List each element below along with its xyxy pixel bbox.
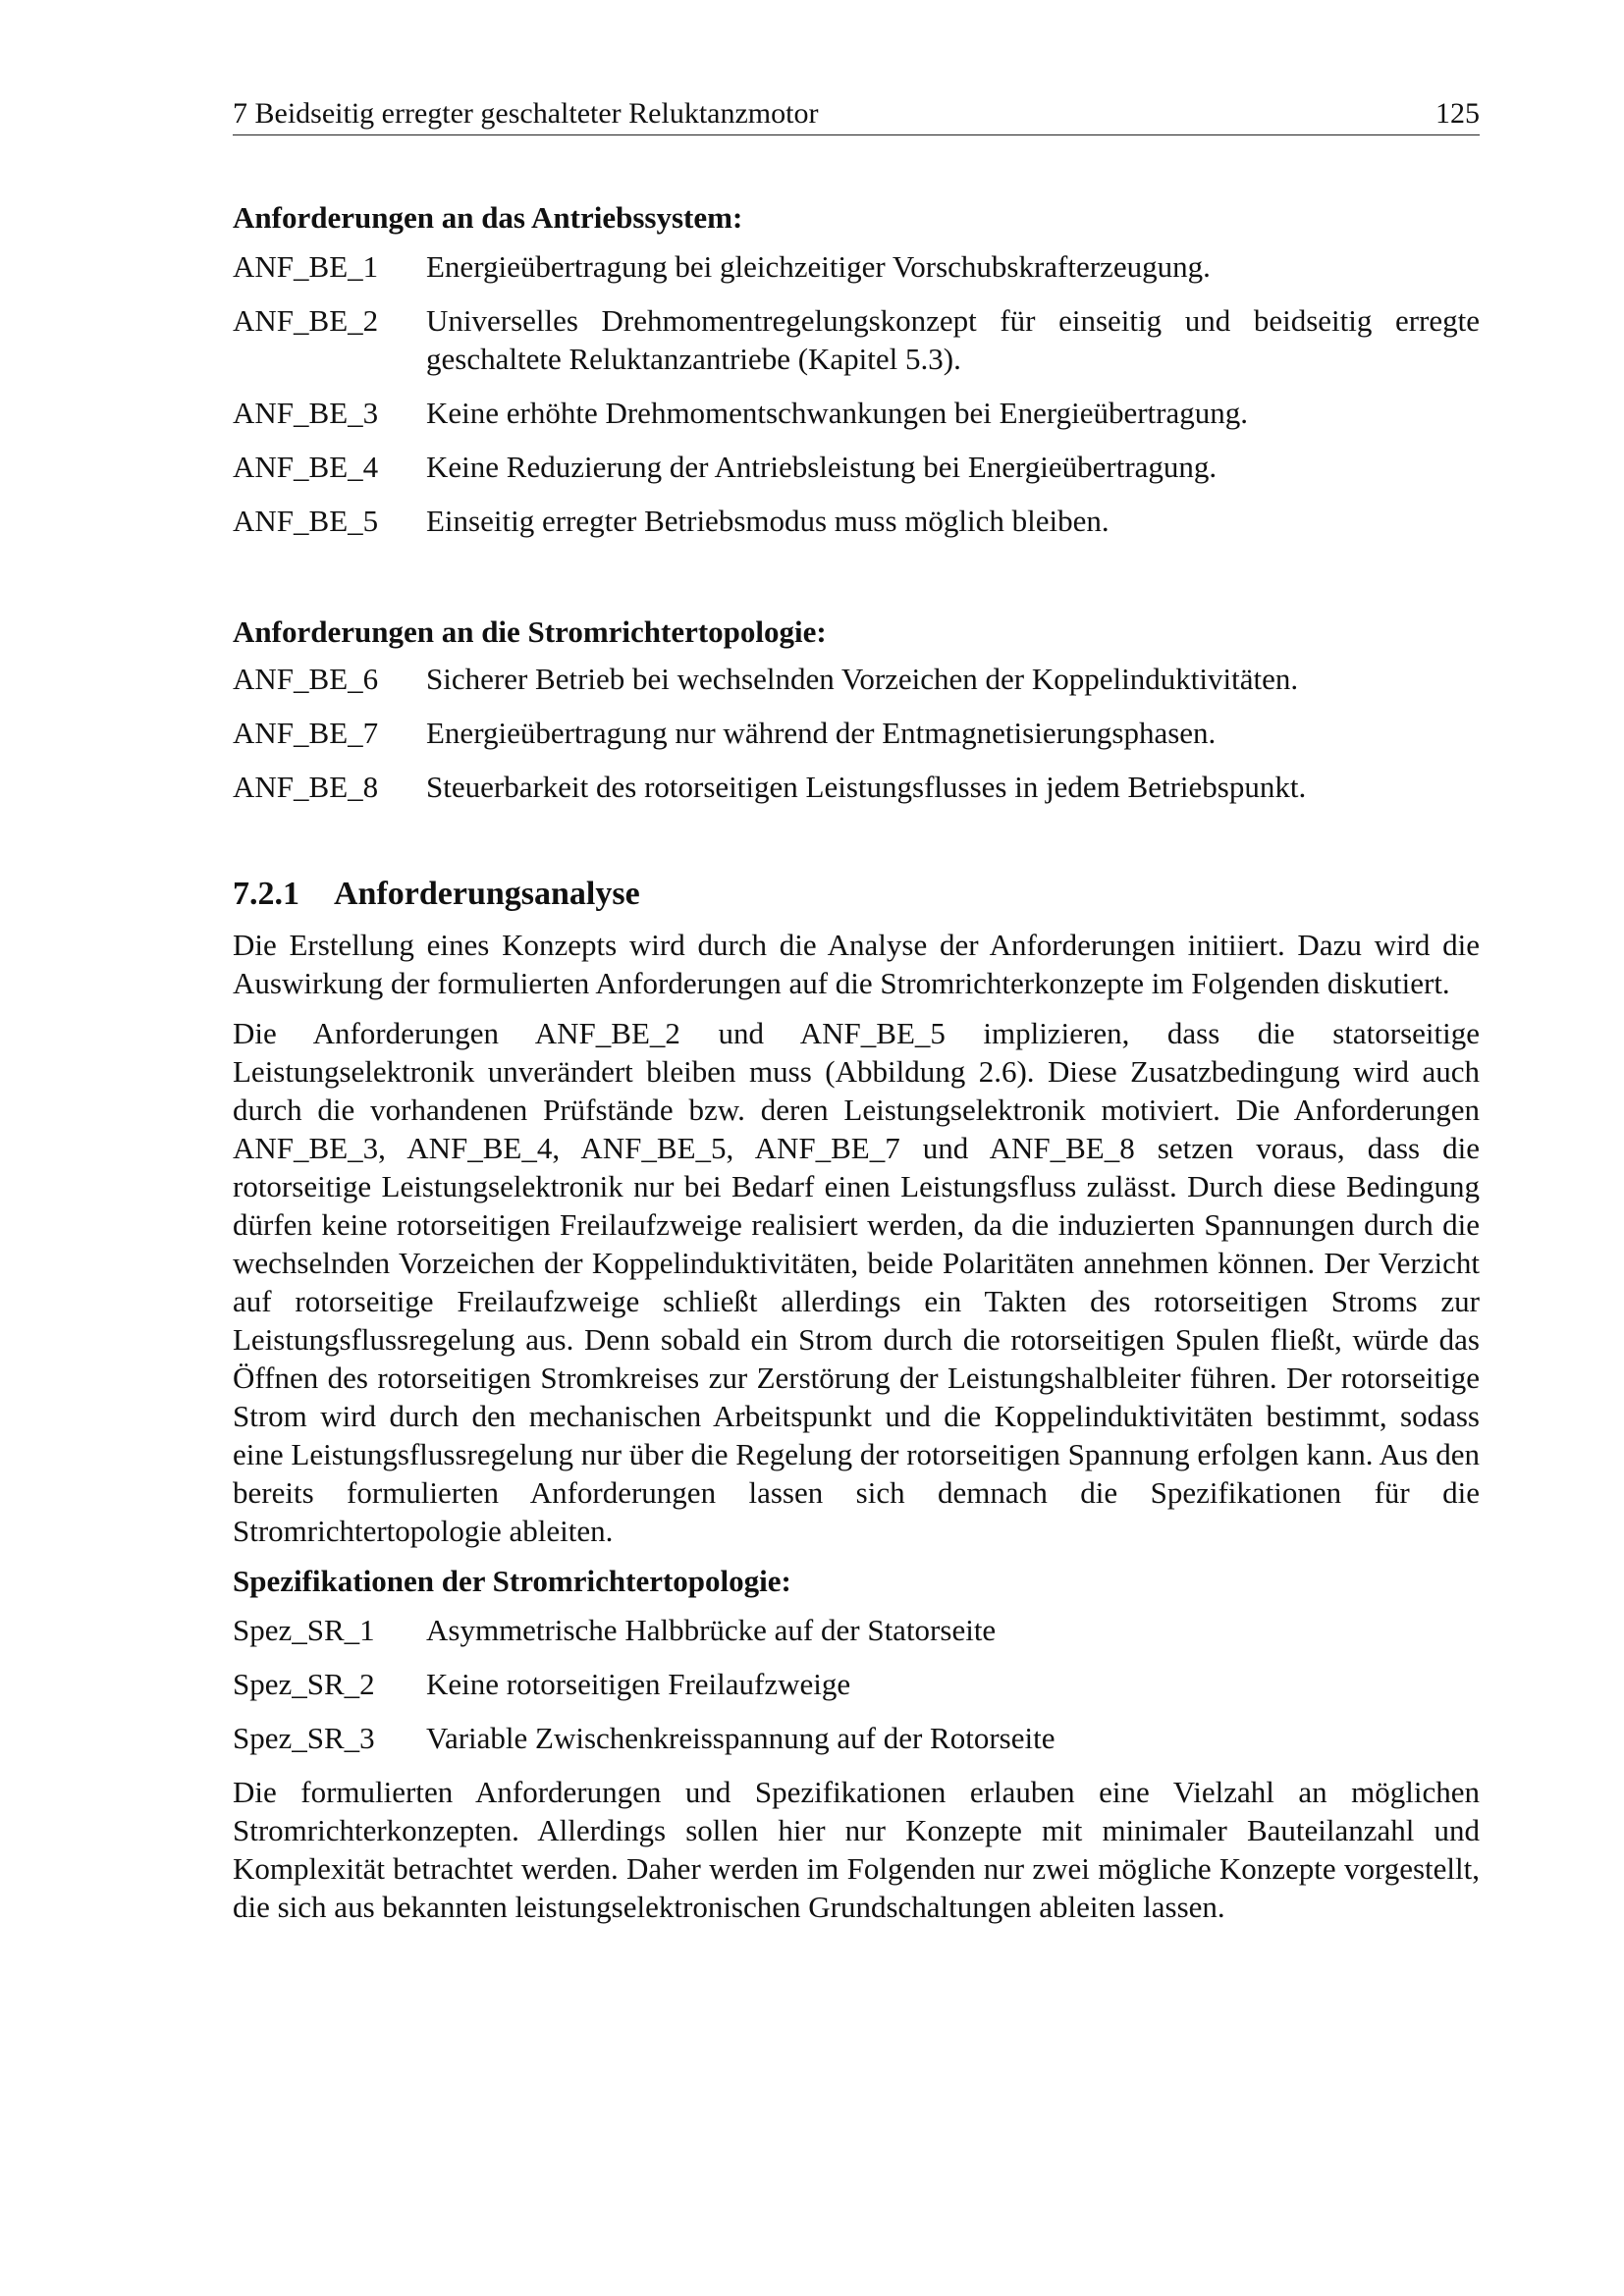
- specification-item: [233, 1719, 1480, 1757]
- subsection-number: 7.2.1: [233, 876, 299, 912]
- requirement-item: [233, 502, 1480, 540]
- requirement-text: Energieübertragung nur während der Entmagnetisierungsphasen.: [426, 716, 1217, 750]
- analysis-paragraph-2: Die Anforderungen ANF_BE_2 und ANF_BE_5 implizieren, dass die statorseitige Leistungselektronik unverändert bleiben muss (Abbildung 2.6). Diese Zusatzbedingung wird auch durch die vorhandenen Prüfstände bzw. deren Leistungselektronik motiviert. Die Anforderungen ANF_BE_3, ANF_BE_4, ANF_BE_5, ANF_BE_7 und ANF_BE_8 setzen voraus, dass die rotorseitige Leistungselektronik nur bei Bedarf einen Leistungsfluss zulässt. Durch diese Bedingung dürfen keine rotorseitigen Freilaufzweige realisiert werden, da die induzierten Spannungen durch die wechselnden Vorzeichen der Koppelinduktivitäten, beide Polaritäten annehmen können. Der Verzicht auf rotorseitige Freilaufzweige schließt allerdings ein Takten des rotorseitigen Stroms zur Leistungsflussregelung aus. Denn sobald ein Strom durch die rotorseitigen Spulen fließt, würde das Öffnen des rotorseitigen Stromkreises zur Zerstörung der Leistungshalbleiter führen. Der rotorseitige Strom wird durch den mechanischen Arbeitspunkt und die Koppelinduktivitäten bestimmt, sodass eine Leistungsflussregelung nur über die Regelung der rotorseitigen Spannung erfolgen kann. Aus den bereits formulierten Anforderungen lassen sich demnach die Spezifikationen für die Stromrichtertopologie ableiten.: [233, 1016, 1480, 1548]
- analysis-paragraph-1: Die Erstellung eines Konzepts wird durch die Analyse der Anforderungen initiiert. Dazu wird die Auswirkung der formulierten Anforderungen auf die Stromrichterkonzepte im Folgenden diskutiert.: [233, 928, 1480, 1000]
- chapter-title: 7 Beidseitig erregter geschalteter Reluktanzmotor: [233, 97, 819, 130]
- requirement-text: Einseitig erregter Betriebsmodus muss möglich bleiben.: [426, 504, 1110, 538]
- specification-item: [233, 1665, 1480, 1703]
- requirement-item: [233, 714, 1480, 752]
- drive-requirements-heading: Anforderungen an das Antriebssystem:: [233, 200, 743, 235]
- specification-id: Spez_SR_3: [233, 1721, 375, 1755]
- specification-text: Asymmetrische Halbbrücke auf der Statorseite: [426, 1613, 997, 1647]
- requirement-text: Keine erhöhte Drehmomentschwankungen bei Energieübertragung.: [426, 396, 1248, 430]
- requirement-id: ANF_BE_6: [233, 662, 379, 696]
- requirement-text: Keine Reduzierung der Antriebsleistung bei Energieübertragung.: [426, 450, 1218, 484]
- specification-id: Spez_SR_1: [233, 1613, 375, 1647]
- requirement-id: ANF_BE_3: [233, 396, 379, 430]
- specification-item: [233, 1611, 1480, 1649]
- specifications-heading: Spezifikationen der Stromrichtertopologie:: [233, 1564, 791, 1598]
- requirement-item: [233, 394, 1480, 432]
- requirement-item: [233, 448, 1480, 486]
- requirement-id: ANF_BE_7: [233, 716, 379, 750]
- requirement-text: Steuerbarkeit des rotorseitigen Leistungsflusses in jedem Betriebspunkt.: [426, 770, 1307, 804]
- requirement-id: ANF_BE_5: [233, 504, 379, 538]
- closing-paragraph: Die formulierten Anforderungen und Spezifikationen erlauben eine Vielzahl an möglichen Stromrichterkonzepten. Allerdings sollen hier nur Konzepte mit minimaler Bauteilanzahl und Komplexität betrachtet werden. Daher werden im Folgenden nur zwei mögliche Konzepte vorgestellt, die sich aus bekannten leistungselektronischen Grundschaltungen ableiten lassen.: [233, 1775, 1480, 1924]
- specifications-list: [233, 1611, 1480, 1757]
- page-number: 125: [1435, 97, 1480, 130]
- requirement-id: ANF_BE_8: [233, 770, 379, 804]
- specification-text: Keine rotorseitigen Freilaufzweige: [426, 1667, 851, 1701]
- requirement-text: Universelles Drehmomentregelungskonzept für einseitig und beidseitig erregte geschaltete Reluktanzantriebe (Kapitel 5.3).: [426, 303, 1480, 376]
- requirement-id: ANF_BE_2: [233, 303, 379, 338]
- running-header: [233, 96, 1480, 135]
- subsection-title: Anforderungsanalyse: [334, 876, 640, 912]
- converter-requirements-heading: Anforderungen an die Stromrichtertopologie:: [233, 614, 827, 649]
- requirement-item: [233, 660, 1480, 698]
- drive-requirements-list: [233, 247, 1480, 540]
- requirement-item: [233, 247, 1480, 286]
- converter-requirements-list: [233, 660, 1480, 806]
- specification-id: Spez_SR_2: [233, 1667, 375, 1701]
- document-page: [233, 96, 1480, 1926]
- requirement-text: Sicherer Betrieb bei wechselnden Vorzeichen der Koppelinduktivitäten.: [426, 662, 1299, 696]
- requirement-text: Energieübertragung bei gleichzeitiger Vorschubskrafterzeugung.: [426, 249, 1211, 284]
- requirement-item: [233, 768, 1480, 806]
- requirement-item: [233, 301, 1480, 378]
- subsection-heading: [233, 873, 1480, 916]
- specification-text: Variable Zwischenkreisspannung auf der Rotorseite: [426, 1721, 1056, 1755]
- requirement-id: ANF_BE_1: [233, 249, 379, 284]
- requirement-id: ANF_BE_4: [233, 450, 379, 484]
